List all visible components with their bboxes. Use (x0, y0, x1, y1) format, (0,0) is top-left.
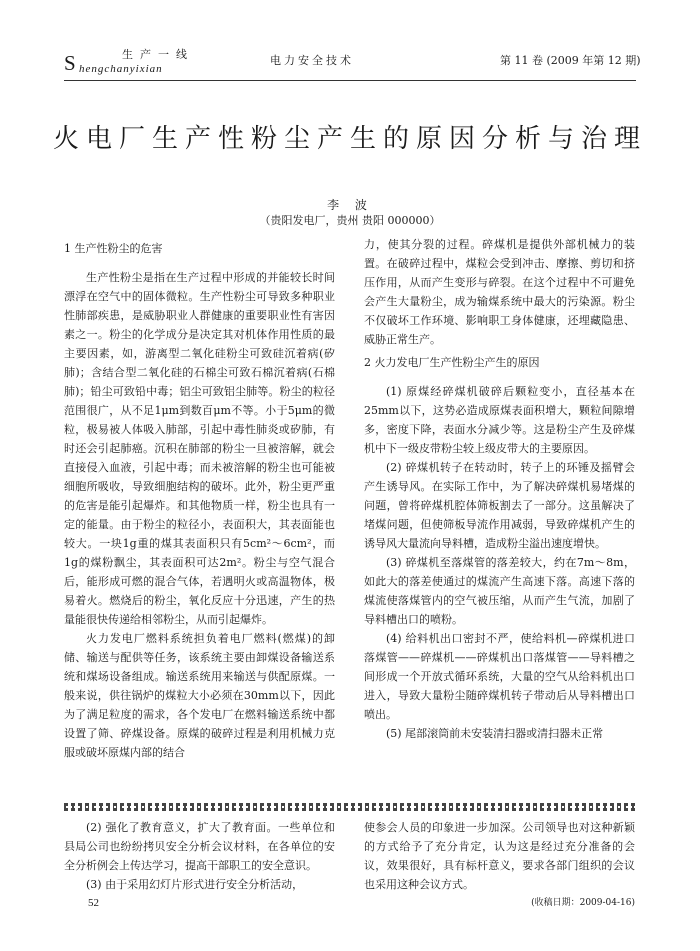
column-pinyin: hengchanyixian (79, 63, 163, 75)
author: 李 波 (327, 198, 373, 212)
paragraph: 火力发电厂燃料系统担负着电厂燃料(燃煤)的卸储、输送与配供等任务，该系统主要由卸煤设备输送系统和煤场设备组成。输送系统用来输送与供配原煤。一般来说，供往锅炉的煤粒大小必须在30mm以下，因此为了满足粒度的需求，各个发电厂在燃料输送系统中都设置了筛、碎煤设备。原煤的破碎过程是利用机械力克服或破坏原煤内部的结合 (64, 632, 335, 759)
paragraph: (4) 给料机出口密封不严，使给料机—碎煤机进口落煤管——碎煤机——碎煤机出口落煤管——导料槽之间形成一个开放式循环系统，大量的空气从给料机出口进入，导致大量粉尘随碎煤机转子带动后从导料槽出口喷出。 (364, 632, 635, 721)
section-heading: 1 生产性粉尘的危害 (64, 242, 163, 255)
journal-name: 电力安全技术 (270, 54, 354, 67)
paragraph: (1) 原煤经碎煤机破碎后颗粒变小，直径基本在25mm以下，这势必造成原煤表面积增大，颗粒间隙增多，密度下降，表面水分减少等。这是粉尘产生及碎煤机中下一级皮带粉尘较上级皮带大的主要原因。 (364, 385, 635, 455)
column-initial: S (64, 51, 76, 75)
header-rule (64, 80, 636, 81)
paragraph: 使参会人员的印象进一步加深。公司领导也对这种新颖的方式给予了充分肯定，认为这是经过充分准备的会议，效果很好，具有标杆意义，要求各部门组织的会议也采用这种会议方式。 (364, 821, 635, 891)
page-number: 52 (88, 897, 99, 909)
affiliation: （贵阳发电厂，贵州 贵阳 000000） (259, 214, 441, 227)
paragraph: (2) 碎煤机转子在转动时，转子上的环锤及摇臂会产生诱导风。在实际工作中，为了解决碎煤机易堵煤的问题，曾将碎煤机腔体筛板割去了一部分。这虽解决了堵煤问题，但使筛板导流作用减弱，导致碎煤机产生的诱导风大量流向导料槽，造成粉尘溢出速度增快。 (364, 461, 635, 550)
received-date: (收稿日期：2009-04-16) (531, 898, 635, 908)
article-title: 火电厂生产性粉尘产生的原因分析与治理 (52, 124, 647, 154)
paragraph: (3) 碎煤机至落煤管的落差较大，约在7m～8m，如此大的落差使通过的煤流产生高速下落。高速下落的煤流使落煤管内的空气被压缩，从而产生气流，加剧了导料槽出口的喷粉。 (364, 556, 635, 626)
paragraph: (2) 强化了教育意义，扩大了教育面。一些单位和县局公司也纷纷拷贝安全分析会议材料，在各单位的安全分析例会上传达学习，提高干部职工的安全意识。 (64, 821, 335, 872)
paragraph: 生产性粉尘是指在生产过程中形成的并能较长时间漂浮在空气中的固体微粒。生产性粉尘可导致多种职业性肺部疾患，是威胁职业人群健康的重要职业性有害因素之一。粉尘的化学成分是决定其对机体作用性质的最主要因素，如，游离型二氧化硅粉尘可致硅沉着病(矽肺)；含结合型二氧化硅的石棉尘可致石棉沉着病(石棉肺)；铅尘可致铅中毒；铝尘可致铝尘肺等。粉尘的粒径范围很广，从不足1μm到数百μm不等。小于5μm的微粒，极易被人体吸入肺部，引起中毒性肺炎或矽肺，有时还会引起肺癌。沉积在肺部的粉尘一旦被溶解，就会直接侵入血液，引起中毒；而未被溶解的粉尘也可能被细胞所吸收，导致细胞结构的破坏。此外，粉尘更严重的危害是能引起爆炸。和其他物质一样，粉尘也具有一定的能量。由于粉尘的粒径小，表面积大，其表面能也较大。一块1g重的煤其表面积只有5cm²～6cm²，而1g的煤粉飘尘，其表面积可达2m²。粉尘与空气混合后，能形成可燃的混合气体，若遇明火或高温物体，极易着火。燃烧后的粉尘，氧化反应十分迅速，产生的热量能很快传递给相邻粉尘，从而引起爆炸。 (64, 271, 335, 626)
paragraph: 力，使其分裂的过程。碎煤机是提供外部机械力的装置。在破碎过程中，煤粒会受到冲击、摩擦、剪切和挤压作用，从而产生变形与碎裂。在这个过程中不可避免会产生大量粉尘，成为输煤系统中最大的污染源。粉尘不仅破坏工作环境、影响职工身体健康，还埋藏隐患、威胁正常生产。 (364, 238, 635, 346)
section-heading: 2 火力发电厂生产性粉尘产生的原因 (364, 356, 540, 369)
left-column (64, 235, 335, 762)
right-column (364, 235, 635, 743)
column-name: 生产一线 (122, 48, 194, 61)
bottom-right-column (364, 818, 635, 913)
paragraph: (3) 由于采用幻灯片形式进行安全分析活动， (86, 878, 304, 891)
issue-info: 第 11 卷 (2009 年第 12 期) (500, 54, 641, 67)
section-divider (64, 803, 636, 811)
paragraph: (5) 尾部滚筒前未安装清扫器或清扫器未正常 (386, 727, 604, 740)
bottom-left-column (64, 818, 335, 894)
